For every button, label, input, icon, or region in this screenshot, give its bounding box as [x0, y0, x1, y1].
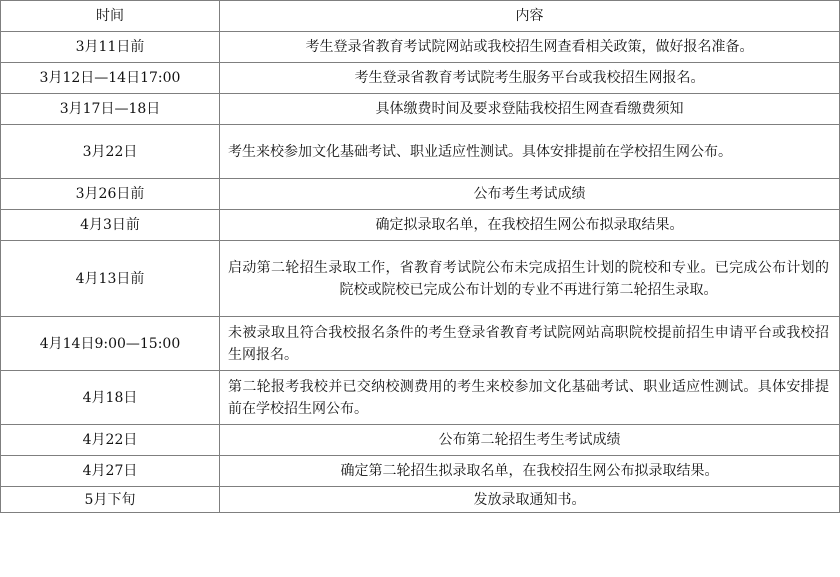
table-row [1, 456, 840, 487]
row-content: 第二轮报考我校并已交纳校测费用的考生来校参加文化基础考试、职业适应性测试。具体安排提前在学校招生网公布。 [220, 371, 840, 425]
table-header-row [1, 1, 840, 32]
table-row [1, 94, 840, 125]
row-time: 3月26日前 [1, 179, 220, 210]
row-content: 公布考生考试成绩 [220, 179, 840, 210]
table-row [1, 210, 840, 241]
table-row [1, 317, 840, 371]
header-content: 内容 [220, 1, 840, 32]
row-content: 启动第二轮招生录取工作，省教育考试院公布未完成招生计划的院校和专业。已完成公布计划的院校或院校已完成公布计划的专业不再进行第二轮招生录取。 [220, 241, 840, 317]
table-row [1, 63, 840, 94]
table-row [1, 371, 840, 425]
row-time: 4月27日 [1, 456, 220, 487]
row-time: 4月3日前 [1, 210, 220, 241]
row-time: 3月12日—14日17:00 [1, 63, 220, 94]
row-content: 发放录取通知书。 [220, 487, 840, 513]
row-time: 3月11日前 [1, 32, 220, 63]
row-content: 未被录取且符合我校报名条件的考生登录省教育考试院网站高职院校提前招生申请平台或我校招生网报名。 [220, 317, 840, 371]
row-content: 公布第二轮招生考生考试成绩 [220, 425, 840, 456]
row-time: 3月17日—18日 [1, 94, 220, 125]
row-content: 考生登录省教育考试院网站或我校招生网查看相关政策，做好报名准备。 [220, 32, 840, 63]
header-time: 时间 [1, 1, 220, 32]
row-time: 5月下旬 [1, 487, 220, 513]
row-content: 具体缴费时间及要求登陆我校招生网查看缴费须知 [220, 94, 840, 125]
row-content: 确定第二轮招生拟录取名单，在我校招生网公布拟录取结果。 [220, 456, 840, 487]
table-row [1, 487, 840, 513]
table-row [1, 179, 840, 210]
row-content: 考生来校参加文化基础考试、职业适应性测试。具体安排提前在学校招生网公布。 [220, 125, 840, 179]
table-row [1, 425, 840, 456]
row-time: 3月22日 [1, 125, 220, 179]
row-time: 4月14日9:00—15:00 [1, 317, 220, 371]
row-content: 考生登录省教育考试院考生服务平台或我校招生网报名。 [220, 63, 840, 94]
table-row [1, 241, 840, 317]
row-content: 确定拟录取名单，在我校招生网公布拟录取结果。 [220, 210, 840, 241]
row-time: 4月22日 [1, 425, 220, 456]
row-time: 4月18日 [1, 371, 220, 425]
table-row [1, 125, 840, 179]
row-time: 4月13日前 [1, 241, 220, 317]
table-row [1, 32, 840, 63]
